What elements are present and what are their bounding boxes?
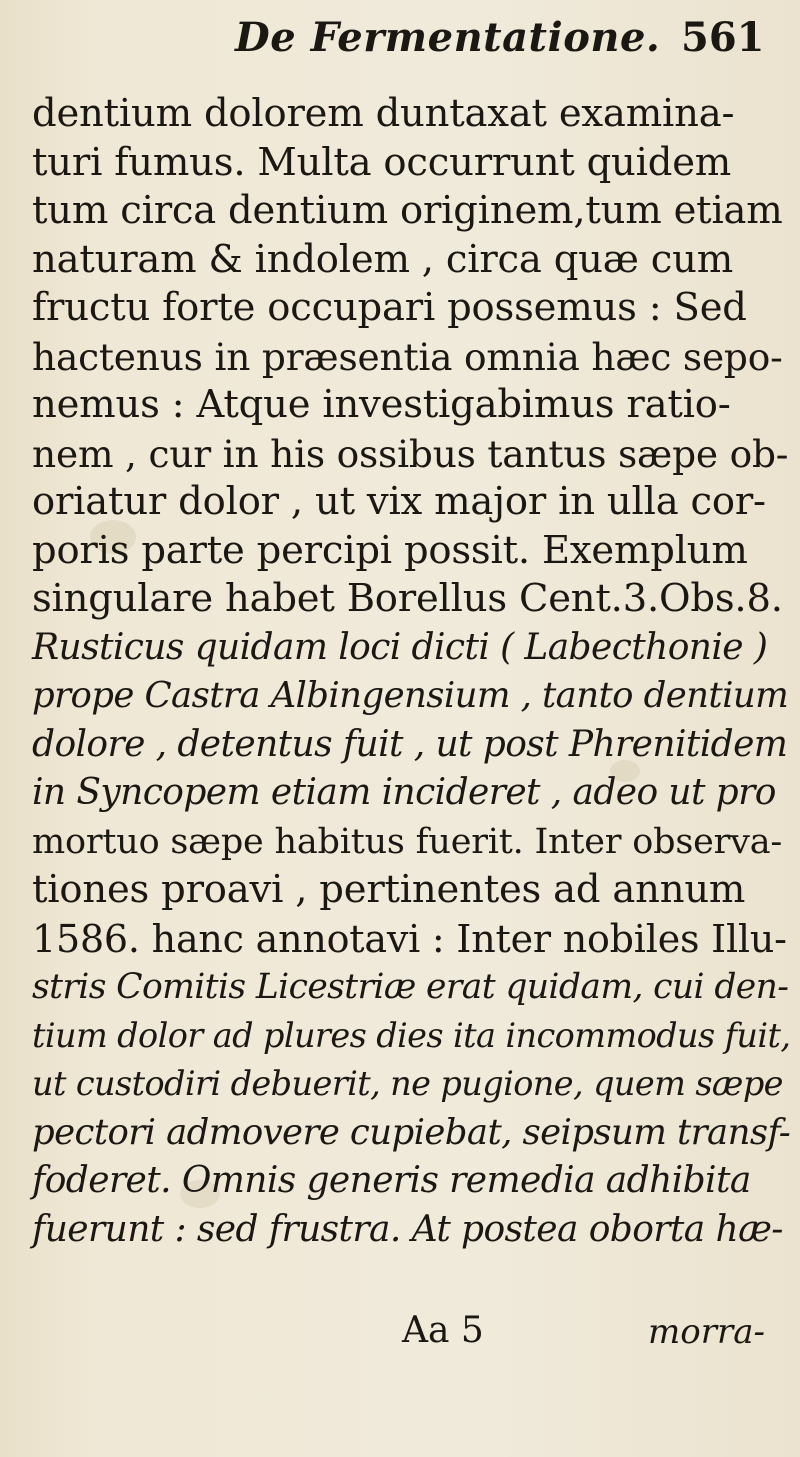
text-line: fructu forte occupari possemus : Sed [32, 285, 747, 330]
text-line: tum circa dentium originem,tum etiam [32, 188, 783, 233]
text-line: dentium dolorem duntaxat examina- [32, 91, 735, 136]
text-line: singulare habet Borellus Cent.3.Obs.8. [32, 576, 783, 621]
text-line: mortuo sæpe habitus fuerit. Inter observa- [32, 821, 782, 862]
text-line: fuerunt : sed frustra. At postea oborta hæ- [32, 1208, 783, 1250]
signature-mark: Aa 5 [402, 1310, 484, 1351]
text-line: nemus : Atque investigabimus ratio- [32, 382, 731, 427]
text-line: foderet. Omnis generis remedia adhibita [32, 1160, 751, 1201]
text-block [32, 90, 792, 1254]
text-line: naturam & indolem , circa quæ cum [32, 236, 734, 282]
text-line: Rusticus quidam loci dicti ( Labecthonie ) [32, 626, 768, 668]
text-line: ut custodiri debuerit, ne pugione, quem sæpe [32, 1064, 783, 1103]
text-line: oriatur dolor , ut vix major in ulla cor- [32, 479, 766, 524]
text-line: in Syncopem etiam incideret , adeo ut pro [32, 772, 776, 813]
text-line: nem , cur in his ossibus tantus sæpe ob- [32, 431, 789, 476]
running-title: De Fermentatione. [235, 14, 661, 61]
text-line: turi fumus. Multa occurrunt quidem [32, 139, 732, 185]
text-line: 1586. hanc annotavi : Inter nobiles Illu- [32, 916, 787, 961]
text-line: tium dolor ad plures dies ita incommodus fuit, [32, 1015, 791, 1055]
page-footer [0, 1310, 800, 1360]
catchword: morra- [648, 1312, 765, 1352]
text-line: hactenus in præsentia omnia hæc sepo- [32, 334, 783, 379]
page-header [0, 12, 800, 82]
text-line: stris Comitis Licestriæ erat quidam, cui den- [32, 967, 789, 1007]
text-line: poris parte percipi possit. Exemplum [32, 527, 748, 573]
text-line: pectori admovere cupiebat, seipsum transf- [32, 1111, 791, 1153]
text-line: tiones proavi , pertinentes ad annum [32, 867, 746, 912]
text-line: prope Castra Albingensium , tanto dentium [32, 675, 789, 716]
text-line: dolore , detentus fuit , ut post Phrenitidem [32, 723, 788, 765]
page-number: 561 [681, 14, 765, 61]
